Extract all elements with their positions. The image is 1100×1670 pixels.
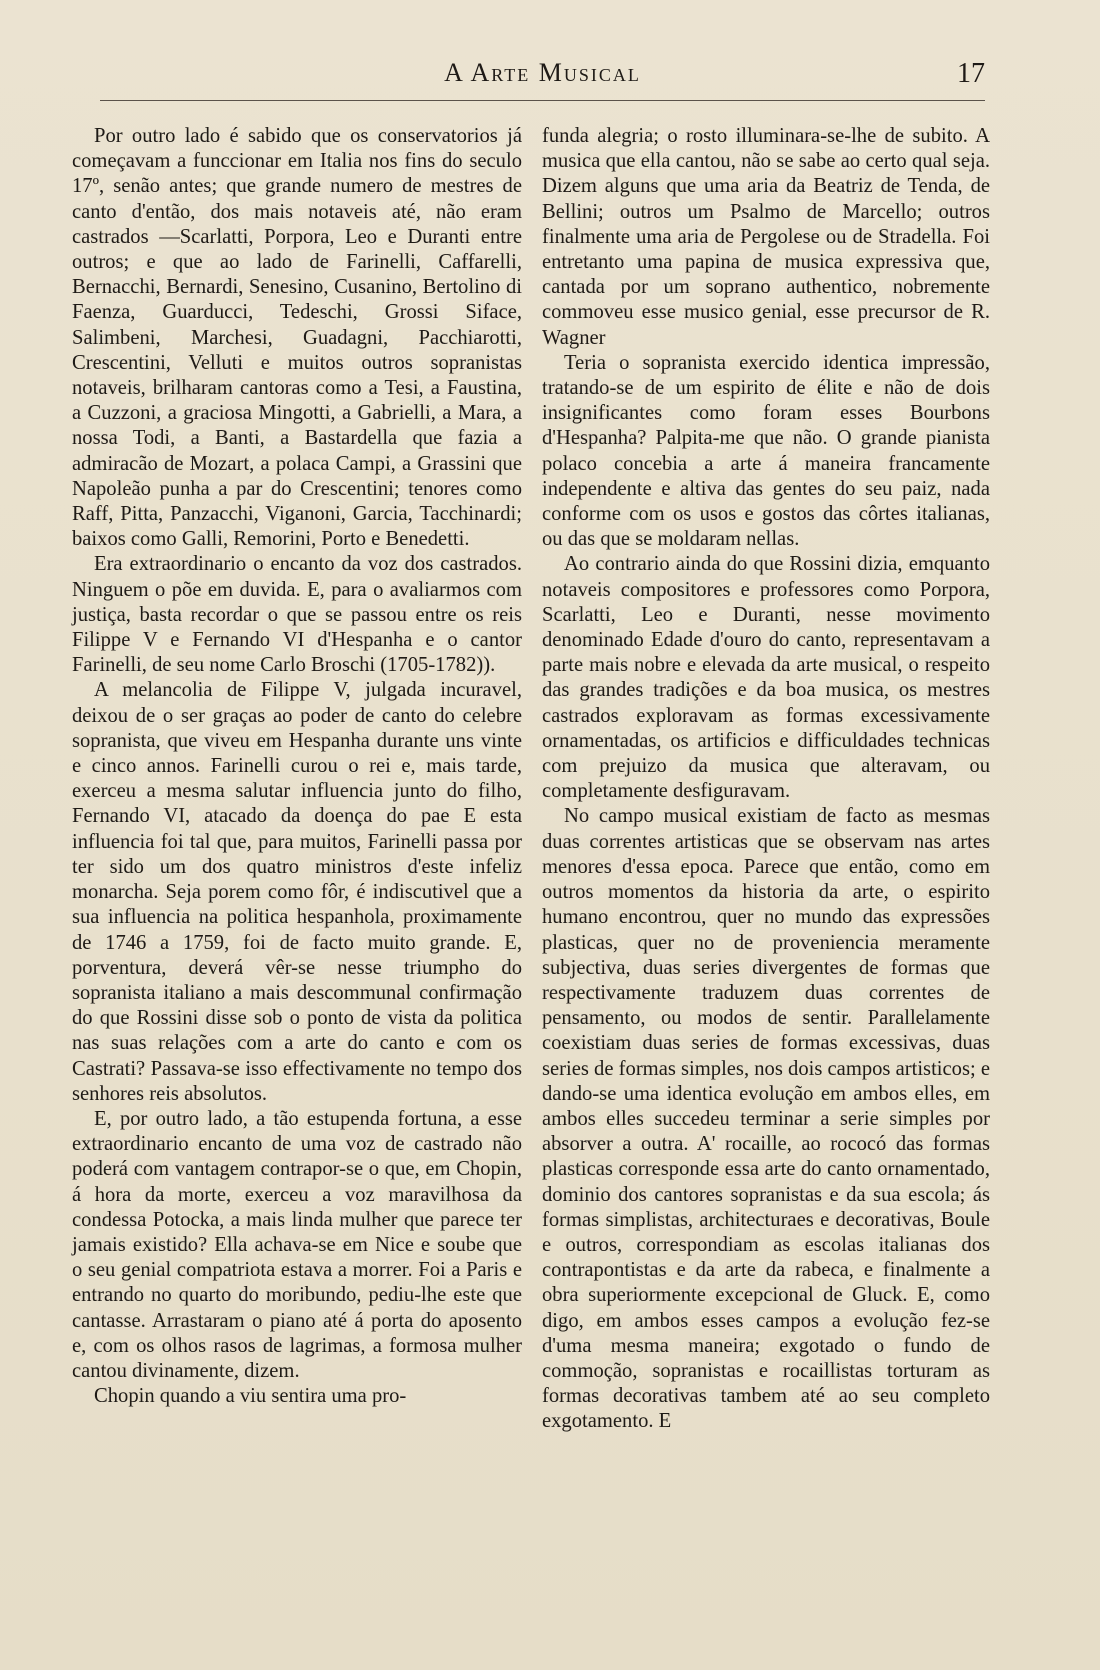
paragraph: No campo musical existiam de facto as mesmas duas correntes artisticas que se observam nas artes menores d'essa epoca. Parece que então, como em outros momentos da historia da arte, o espirito humano encontrou, quer no mundo das expressões plasticas, quer no de proveniencia meramente subjectiva, duas series divergentes de formas que respectivamente traduzem duas correntes de pensamento, ou modos de sentir. Parallelamente coexistiam duas series de formas excessivas, duas series de formas simples, nos dois campos artisticos; e dando-se uma identica evolução em ambos elles, em ambos elles succedeu terminar a serie simples por absorver a outra. A' rocaille, ao rococó das formas plasticas corresponde essa arte do canto ornamentado, dominio dos cantores sopranistas e da sua escola; ás formas simplistas, architecturaes e decorativas, Boule e outros, correspondiam as escolas italianas dos contrapontistas e da arte da rabeca, e finalmente a obra superiormente excepcional de Gluck. E, como digo, em ambos esses campos a evolução fez-se d'uma mesma maneira; exgotado o fundo de commoção, sopranistas e rocaillistas torturam as formas decorativas tambem até ao seu completo exgotamento. E — [542, 805, 990, 1433]
header-rule — [100, 100, 985, 101]
right-column — [542, 124, 990, 1435]
paragraph: E, por outro lado, a tão estupenda fortuna, a esse extraordinario encanto de uma voz de castrado não poderá com vantagem contrapor-se o que, em Chopin, á hora da morte, exerceu a voz maravilhosa da condessa Potocka, a mais linda mulher que parece ter jamais existido? Ella achava-se em Nice e soube que o seu genial compatriota estava a morrer. Foi a Paris e entrando no quarto do moribundo, pediu-lhe este que cantasse. Arrastaram o piano até á porta do aposento e, com os olhos rasos de lagrimas, a formosa mulher cantou divinamente, dizem. — [72, 1107, 522, 1382]
paragraph: Ao contrario ainda do que Rossini dizia, emquanto notaveis compositores e professores como Porpora, Scarlatti, Leo e Duranti, nesse movimento denominado Edade d'ouro do canto, representavam a parte mais nobre e elevada da arte musical, o respeito das grandes tradições e da boa musica, os mestres castrados exploravam as formas excessivamente ornamentadas, os artificios e difficuldades technicas com prejuizo da musica que alteravam, ou completamente desfiguravam. — [542, 553, 990, 803]
left-column — [72, 124, 522, 1409]
paragraph: Teria o sopranista exercido identica impressão, tratando-se de um espirito de élite e não de dois insignificantes como foram esses Bourbons d'Hespanha? Palpita-me que não. O grande pianista polaco concebia a arte á maneira francamente independente e altiva das gentes do seu paiz, nada conforme com os usos e gostos das côrtes italianas, ou das que se moldaram nellas. — [542, 351, 990, 551]
paragraph: funda alegria; o rosto illuminara-se-lhe de subito. A musica que ella cantou, não se sabe ao certo qual seja. Dizem alguns que uma aria da Beatriz de Tenda, de Bellini; outros um Psalmo de Marcello; outros finalmente uma aria de Pergolese ou de Stradella. Foi entretanto uma papina de musica expressiva que, cantada por um soprano authentico, nobremente commoveu esse musico genial, esse precursor de R. Wagner — [542, 125, 990, 349]
page-number: 17 — [957, 58, 985, 89]
paragraph: A melancolia de Filippe V, julgada incuravel, deixou de o ser graças ao poder de canto do celebre sopranista, que viveu em Hespanha durante uns vinte e cinco annos. Farinelli curou o rei e, mais tarde, exerceu a mesma salutar influencia junto do filho, Fernando VI, atacado da doença do pae E esta influencia foi tal que, para muitos, Farinelli passa por ter sido um dos quatro ministros d'este infeliz monarcha. Seja porem como fôr, é indiscutivel que a sua influencia na politica hespanhola, proximamente de 1746 a 1759, foi de facto muito grande. E, porventura, deverá vêr-se nesse triumpho do sopranista italiano a mais descommunal confirmação do que Rossini disse sob o ponto de vista da politica nas suas relações com a arte do canto e com os Castrati? Passava-se isso effectivamente no tempo dos senhores reis absolutos. — [72, 679, 522, 1105]
journal-title: A Arte Musical — [444, 58, 641, 87]
paragraph: Por outro lado é sabido que os conservatorios já começavam a funccionar em Italia nos fins do seculo 17º, senão antes; que grande numero de mestres de canto d'então, dos mais notaveis até, não eram castrados —Scarlatti, Porpora, Leo e Duranti entre outros; e que ao lado de Farinelli, Caffarelli, Bernacchi, Bernardi, Senesino, Cusanino, Bertolino di Faenza, Guarducci, Tedeschi, Grossi Siface, Salimbeni, Marchesi, Guadagni, Pacchiarotti, Crescentini, Velluti e muitos outros sopranistas notaveis, brilharam cantoras como a Tesi, a Faustina, a Cuzzoni, a graciosa Mingotti, a Gabrielli, a Mara, a nossa Todi, a Banti, a Bastardella que fazia a admiracão de Mozart, a polaca Campi, a Grassini que Napoleão punha a par do Crescentini; tenores como Raff, Pitta, Panzacchi, Viganoni, Garcia, Tacchinardi; baixos como Galli, Remorini, Porto e Benedetti. — [72, 125, 522, 551]
paragraph: Chopin quando a viu sentira uma pro- — [94, 1385, 407, 1408]
running-head — [100, 50, 985, 90]
paragraph: Era extraordinario o encanto da voz dos castrados. Ninguem o põe em duvida. E, para o avaliarmos com justiça, basta recordar o que se passou entre os reis Filippe V e Fernando VI d'Hespanha e o cantor Farinelli, de seu nome Carlo Broschi (1705-1782)). — [72, 553, 522, 677]
